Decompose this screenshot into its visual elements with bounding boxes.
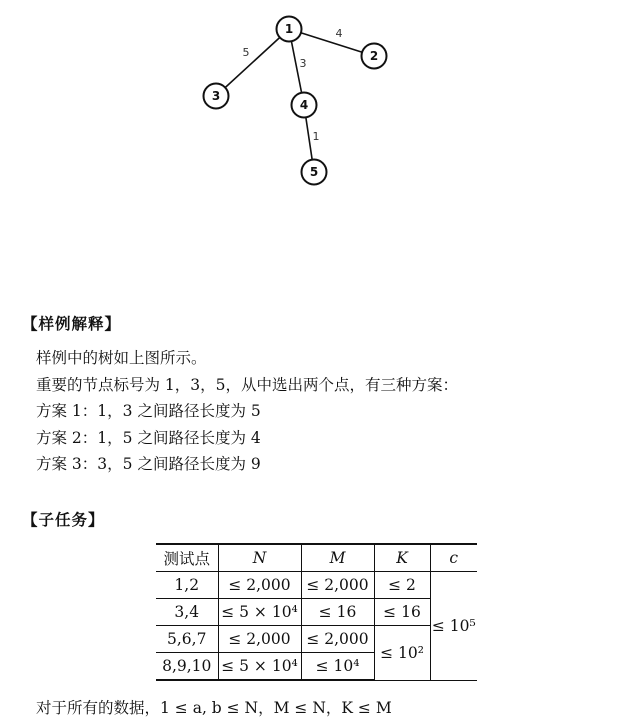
header-cell: K — [374, 544, 430, 572]
cell-points: 8,9,10 — [156, 653, 218, 681]
cell-n: ≤ 2,000 — [218, 626, 301, 653]
header-cell: N — [218, 544, 301, 572]
explanation-line: 样例中的树如上图所示。 — [36, 349, 207, 367]
tree-node-label: 1 — [284, 22, 294, 36]
cell-points: 5,6,7 — [156, 626, 218, 653]
edge-weight-label: 4 — [335, 27, 343, 40]
cell-m: ≤ 2,000 — [301, 626, 374, 653]
explanation-line: 方案 3：3，5 之间路径长度为 9 — [36, 455, 261, 473]
table-row — [156, 572, 477, 599]
sample-explanation-heading: 【样例解释】 — [22, 315, 122, 333]
explanation-line: 方案 1：1，3 之间路径长度为 5 — [36, 402, 261, 420]
cell-k: ≤ 16 — [374, 599, 430, 626]
cell-m: ≤ 10⁴ — [301, 653, 374, 681]
header-cell: M — [301, 544, 374, 572]
tree-node-label: 4 — [299, 98, 309, 112]
sample-explanation-body — [36, 345, 458, 478]
explanation-line: 重要的节点标号为 1，3，5，从中选出两个点，有三种方案： — [36, 375, 459, 394]
cell-k-merged: ≤ 10² — [374, 626, 430, 681]
sample-tree-diagram — [0, 0, 633, 200]
cell-n: ≤ 5 × 10⁴ — [218, 599, 301, 626]
table-header-row — [156, 544, 477, 572]
cell-m: ≤ 2,000 — [301, 572, 374, 599]
tree-node-label: 3 — [211, 89, 221, 103]
header-cell: c — [430, 544, 477, 572]
explanation-line: 方案 2：1，5 之间路径长度为 4 — [36, 428, 261, 447]
constraints-footer: 对于所有的数据，1 ≤ a, b ≤ N，M ≤ N，K ≤ M — [36, 699, 392, 717]
subtask-table — [156, 543, 477, 681]
edge-weight-label: 1 — [312, 130, 320, 143]
cell-k: ≤ 2 — [374, 572, 430, 599]
table-row — [156, 626, 477, 653]
edge-weight-label: 3 — [299, 57, 307, 70]
header-cell: 测试点 — [156, 544, 218, 572]
edge-weight-label: 5 — [242, 46, 250, 59]
cell-m: ≤ 16 — [301, 599, 374, 626]
subtasks-heading: 【子任务】 — [22, 511, 105, 529]
cell-n: ≤ 5 × 10⁴ — [218, 653, 301, 681]
tree-node-label: 2 — [369, 49, 379, 63]
cell-n: ≤ 2,000 — [218, 572, 301, 599]
cell-points: 3,4 — [156, 599, 218, 626]
cell-c-merged: ≤ 10⁵ — [430, 572, 477, 681]
tree-edge-1-3 — [216, 29, 289, 96]
tree-node-label: 5 — [309, 165, 319, 179]
table-row — [156, 599, 477, 626]
cell-points: 1,2 — [156, 572, 218, 599]
